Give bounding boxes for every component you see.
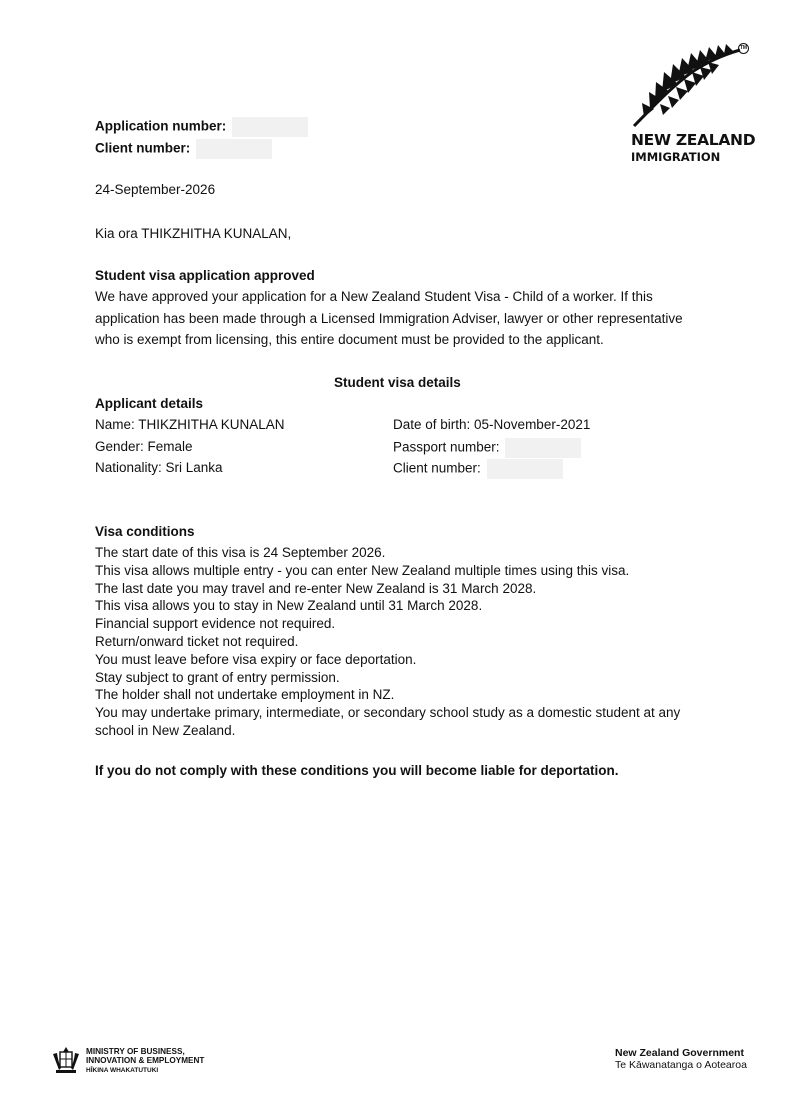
approval-body: We have approved your application for a New Zealand Student Visa - Child of a worker. If this application has been made through a Licensed Immigration Adviser, lawyer or other representative who is exempt from licensing, this entire document must be provided to the applicant. — [95, 289, 683, 347]
condition-item: The last date you may travel and re-enter New Zealand is 31 March 2028. — [95, 580, 537, 596]
logo-subtitle: IMMIGRATION — [631, 150, 721, 164]
condition-item: This visa allows you to stay in New Zealand until 31 March 2028. — [95, 598, 483, 614]
redacted-client-number — [196, 139, 272, 159]
approval-heading: Student visa application approved — [95, 268, 315, 283]
details-client-number-label: Client number: — [393, 460, 481, 476]
passport-number-label: Passport number: — [393, 439, 500, 455]
condition-item: The start date of this visa is 24 September 2026. — [95, 545, 386, 560]
mbie-line-1: MINISTRY OF BUSINESS, — [86, 1047, 185, 1056]
mbie-line-2: INNOVATION & EMPLOYMENT — [86, 1056, 205, 1066]
silver-fern-icon — [630, 40, 744, 130]
details-section-title: Student visa details — [334, 375, 461, 390]
redacted-details-client-number — [487, 459, 563, 479]
redacted-passport-number — [505, 438, 581, 458]
coat-of-arms-icon — [50, 1044, 82, 1076]
mbie-line-3: HĪKINA WHAKATUTUKI — [86, 1066, 159, 1074]
details-client-number-row — [393, 459, 563, 479]
condition-item: Return/onward ticket not required. — [95, 633, 299, 649]
condition-item: You may undertake primary, intermediate, or secondary school study as a domestic student at any school in New Zealand. — [95, 705, 681, 738]
application-number-row — [95, 117, 308, 137]
condition-item: The holder shall not undertake employment in NZ. — [95, 687, 395, 703]
greeting: Kia ora THIKZHITHA KUNALAN, — [95, 226, 292, 241]
applicant-dob: Date of birth: 05-November-2021 — [393, 417, 591, 432]
condition-item: Stay subject to grant of entry permission. — [95, 669, 340, 685]
applicant-gender: Gender: Female — [95, 439, 193, 454]
nz-government-wordmark — [615, 1047, 747, 1071]
nz-government-line-1: New Zealand Government — [615, 1047, 744, 1059]
letter-date: 24-September-2026 — [95, 182, 216, 197]
nz-government-line-2: Te Kāwanatanga o Aotearoa — [615, 1059, 747, 1071]
trademark-symbol: TM — [738, 43, 749, 54]
passport-number-row — [393, 438, 581, 458]
visa-conditions-list — [95, 544, 705, 740]
redacted-application-number — [232, 117, 308, 137]
condition-item: Financial support evidence not required. — [95, 616, 336, 632]
condition-item: You must leave before visa expiry or face deportation. — [95, 651, 417, 667]
client-number-label: Client number: — [95, 140, 191, 156]
mbie-wordmark — [86, 1047, 204, 1075]
client-number-row — [95, 139, 272, 159]
logo-title: NEW ZEALAND — [631, 131, 756, 149]
application-number-label: Application number: — [95, 118, 227, 134]
deportation-warning: If you do not comply with these conditions you will become liable for deportation. — [95, 763, 619, 778]
visa-conditions-heading: Visa conditions — [95, 524, 195, 539]
condition-item: This visa allows multiple entry - you can enter New Zealand multiple times using this visa. — [95, 562, 630, 578]
applicant-details-heading: Applicant details — [95, 396, 204, 411]
applicant-nationality: Nationality: Sri Lanka — [95, 460, 223, 475]
applicant-name: Name: THIKZHITHA KUNALAN — [95, 417, 285, 432]
